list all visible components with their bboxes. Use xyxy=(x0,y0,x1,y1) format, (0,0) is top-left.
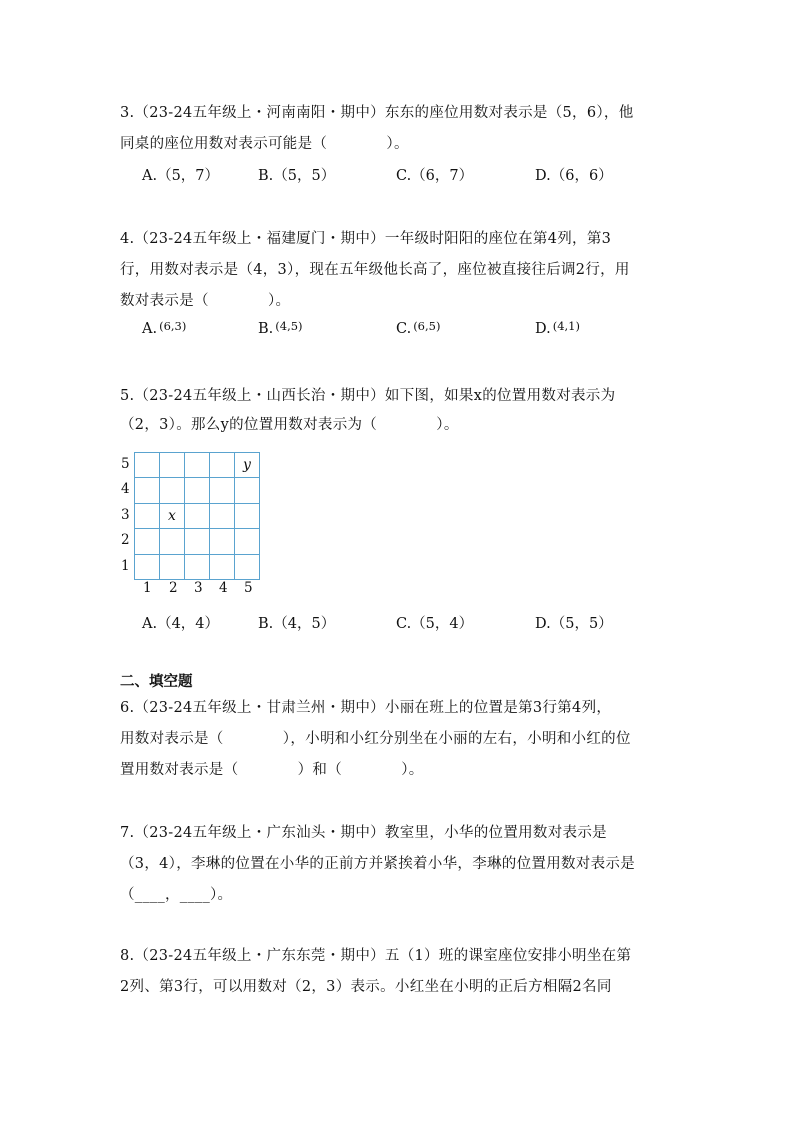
q8-line-2: 2列、第3行，可以用数对（2，3）表示。小红坐在小明的正后方相隔2名同 xyxy=(120,979,612,995)
grid-cell xyxy=(210,503,235,528)
q4-option-a-value: (6,3) xyxy=(159,319,187,333)
grid-cell xyxy=(210,554,235,579)
q5-line-2: （2，3）。那么y的位置用数对表示为（ ）。 xyxy=(120,417,459,433)
q4-option-a-letter: A. xyxy=(142,321,158,337)
grid-cell xyxy=(160,453,185,478)
q8-line-1: 8.（23-24五年级上・广东东莞・期中）五（1）班的课室座位安排小明坐在第 xyxy=(120,948,632,964)
grid-cell xyxy=(135,478,160,503)
q3-option-c: C.（6，7） xyxy=(396,168,474,184)
grid-row xyxy=(135,503,260,528)
q4-line-2: 行，用数对表示是（4，3），现在五年级他长高了，座位被直接往后调2行，用 xyxy=(120,262,630,278)
q3-option-a: A.（5，7） xyxy=(142,168,220,184)
grid-col-label-2: 2 xyxy=(169,580,178,596)
grid-cell xyxy=(160,554,185,579)
q3-option-d: D.（6，6） xyxy=(535,168,613,184)
grid-col-label-4: 4 xyxy=(219,580,228,596)
q7-line-1: 7.（23-24五年级上・广东汕头・期中）教室里，小华的位置用数对表示是 xyxy=(120,825,607,841)
grid-cell xyxy=(235,478,260,503)
q4-options xyxy=(142,321,662,343)
grid-col-label-3: 3 xyxy=(194,580,203,596)
grid-row-label-5: 5 xyxy=(121,456,130,472)
q4-option-c-value: (6,5) xyxy=(413,319,441,333)
grid-cell xyxy=(235,503,260,528)
grid-col-label-1: 1 xyxy=(143,580,152,596)
q5-option-d: D.（5，5） xyxy=(535,616,613,632)
grid-row-label-4: 4 xyxy=(121,481,130,497)
q4-option-c-letter: C. xyxy=(396,321,412,337)
coordinate-grid xyxy=(134,452,260,580)
q3-line-2: 同桌的座位用数对表示可能是（ ）。 xyxy=(120,136,409,152)
q4-line-1: 4.（23-24五年级上・福建厦门・期中）一年级时阳阳的座位在第4列，第3 xyxy=(120,231,612,247)
grid-cell xyxy=(235,529,260,554)
grid-col-label-5: 5 xyxy=(244,580,253,596)
q5-option-a: A.（4，4） xyxy=(142,616,220,632)
q4-option-b-value: (4,5) xyxy=(275,319,303,333)
grid-cell xyxy=(135,554,160,579)
grid-row-label-2: 2 xyxy=(121,532,130,548)
q4-line-3: 数对表示是（ ）。 xyxy=(120,293,291,309)
grid-cell xyxy=(160,478,185,503)
q6-line-1: 6.（23-24五年级上・甘肃兰州・期中）小丽在班上的位置是第3行第4列， xyxy=(120,700,612,716)
q4-option-d-letter: D. xyxy=(535,321,551,337)
grid-cell xyxy=(135,529,160,554)
grid-cell xyxy=(185,529,210,554)
grid-cell xyxy=(185,503,210,528)
grid-cell xyxy=(210,529,235,554)
grid-cell xyxy=(185,554,210,579)
q5-options xyxy=(142,612,662,634)
grid-cell xyxy=(210,453,235,478)
grid-cell xyxy=(185,478,210,503)
q4-option-d xyxy=(535,321,580,337)
q4-option-a xyxy=(142,321,186,337)
q7-line-2: （3，4），李琳的位置在小华的正前方并紧挨着小华，李琳的位置用数对表示是 xyxy=(120,856,635,872)
q3-options xyxy=(142,164,662,186)
grid-row xyxy=(135,554,260,579)
q4-option-b xyxy=(258,321,303,337)
grid-row-label-3: 3 xyxy=(121,507,130,523)
grid-cell-y: y xyxy=(235,453,260,478)
q5-line-1: 5.（23-24五年级上・山西长治・期中）如下图，如果x的位置用数对表示为 xyxy=(120,388,616,404)
q7-line-3: （____，____）。 xyxy=(120,887,233,903)
grid-row xyxy=(135,478,260,503)
q5-option-c: C.（5，4） xyxy=(396,616,474,632)
q6-line-2: 用数对表示是（ ），小明和小红分别坐在小丽的左右，小明和小红的位 xyxy=(120,731,631,747)
grid-cell xyxy=(185,453,210,478)
q6-line-3: 置用数对表示是（ ）和（ ）。 xyxy=(120,762,424,778)
grid-cell xyxy=(160,529,185,554)
grid-cell xyxy=(135,453,160,478)
q3-option-b: B.（5，5） xyxy=(258,168,336,184)
q5-option-b: B.（4，5） xyxy=(258,616,336,632)
grid-row-label-1: 1 xyxy=(121,558,130,574)
section-title: 二、填空题 xyxy=(120,673,193,690)
grid-row xyxy=(135,529,260,554)
q4-option-d-value: (4,1) xyxy=(552,319,580,333)
grid-cell xyxy=(135,503,160,528)
q4-option-b-letter: B. xyxy=(258,321,274,337)
grid-cell-x: x xyxy=(160,503,185,528)
q4-option-c xyxy=(396,321,440,337)
grid-cell xyxy=(210,478,235,503)
grid-cell xyxy=(235,554,260,579)
grid-row xyxy=(135,453,260,478)
q3-line-1: 3.（23-24五年级上・河南南阳・期中）东东的座位用数对表示是（5，6），他 xyxy=(120,105,634,121)
